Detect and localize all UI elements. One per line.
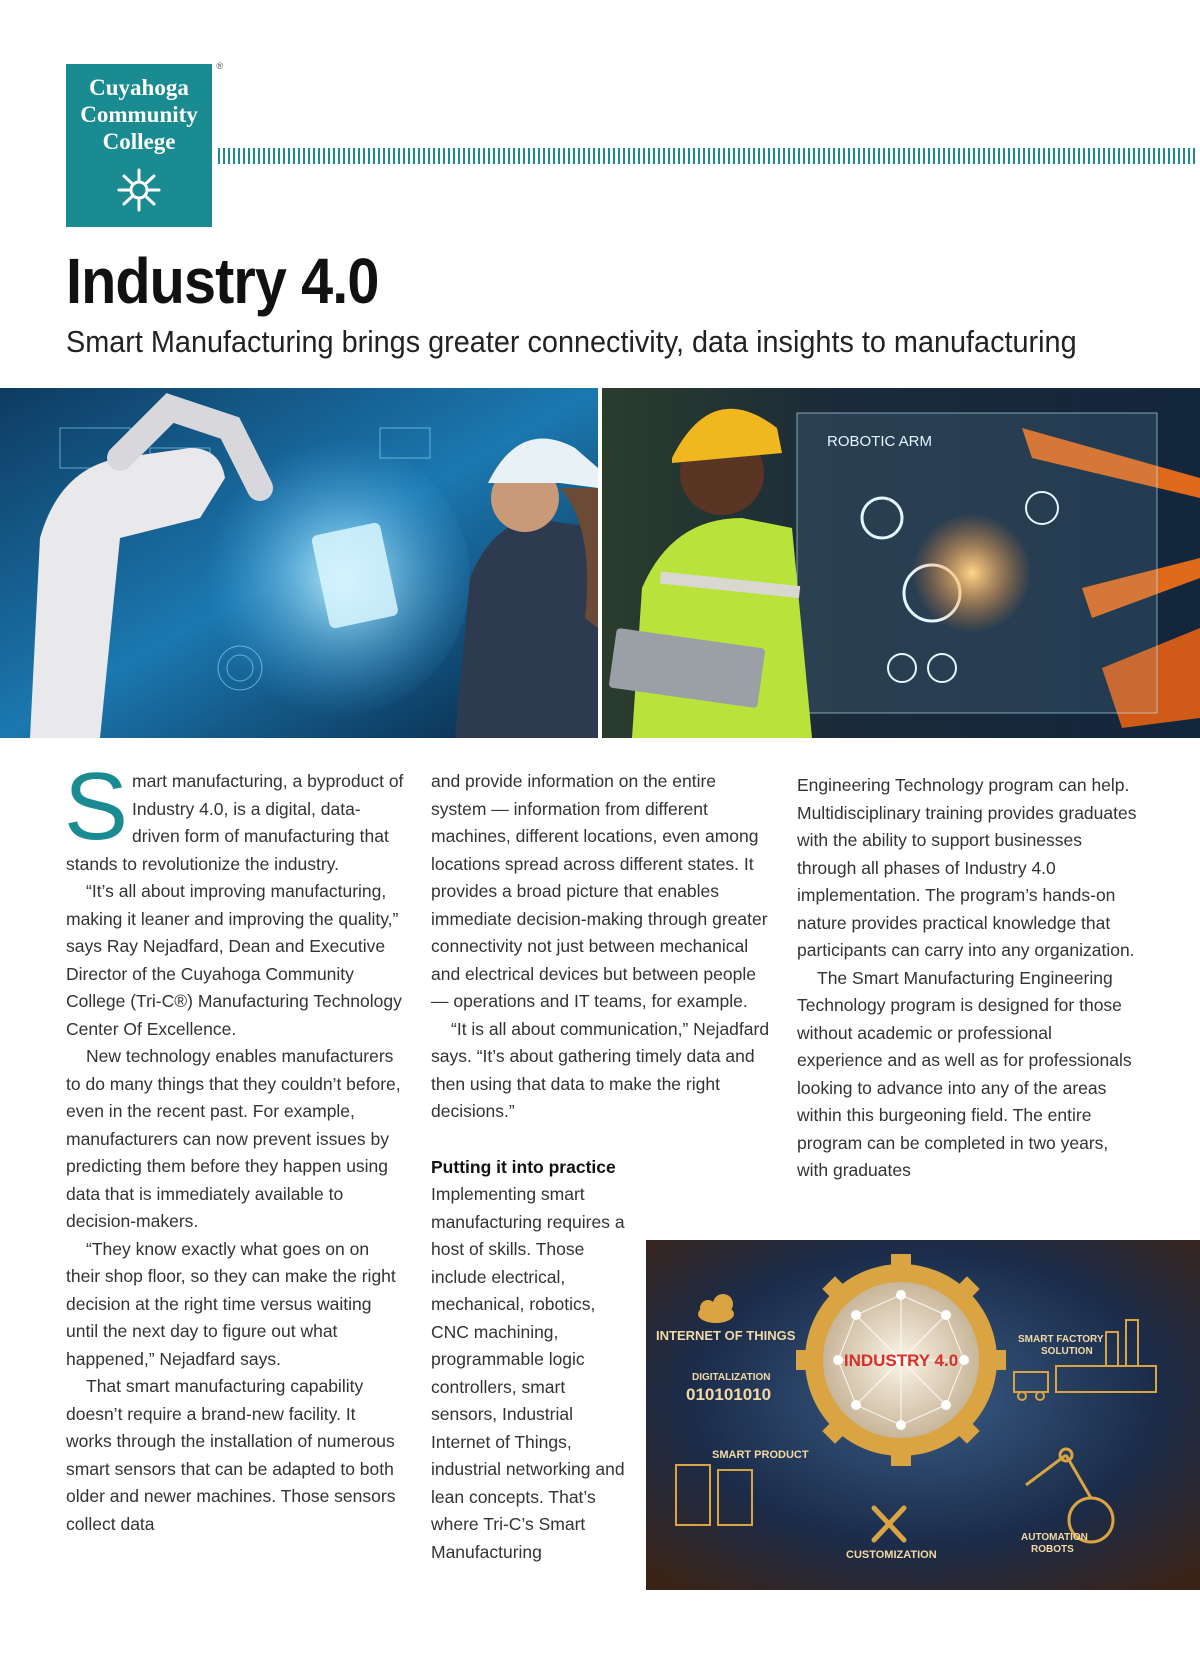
paragraph-3: New technology enables manufacturers to do many things that they couldn’t before, even in the recent past. For example, manufacturers can now prevent issues by predicting them before they happen using data that is immediately available to decision-makers.	[66, 1046, 401, 1231]
automation-label-1: AUTOMATION	[1021, 1532, 1088, 1543]
binary-label: 010101010	[686, 1385, 772, 1404]
paragraph-7: “It is all about communication,” Nejadfard says. “It’s about gathering timely data and then using that data to make the right decisions.”	[431, 1018, 770, 1121]
customization-label: CUSTOMIZATION	[846, 1549, 937, 1561]
starburst-icon	[111, 167, 167, 213]
article-column-1	[64, 753, 406, 1538]
page-subtitle: Smart Manufacturing brings greater connectivity, data insights to manufacturing	[66, 324, 1077, 359]
college-logo	[66, 61, 223, 227]
smart-product-label: SMART PRODUCT	[712, 1449, 809, 1461]
industry-4-center-label: INDUSTRY 4.0	[843, 1351, 959, 1370]
smart-factory-label-1: SMART FACTORY	[1018, 1334, 1104, 1345]
decorative-stripe	[218, 148, 1198, 164]
paragraph-1-text: mart manufacturing, a byproduct of Industry 4.0, is a digital, data-driven form of manufacturing that stands to revolutionize the industry.	[66, 771, 404, 874]
logo-line-1: Cuyahoga	[89, 75, 189, 100]
logo-line-2: Community	[80, 102, 198, 127]
hero-image-robot-arm	[0, 388, 598, 738]
paragraph-10: The Smart Manufacturing Engineering Technology program is designed for those without academic or professional experience and as well as for professionals looking to advance into any of the areas within this burgeoning field. The entire program can be completed in two years, with graduates	[797, 967, 1132, 1180]
industry-4-infographic	[646, 1240, 1200, 1590]
registered-mark: ®	[216, 61, 223, 71]
paragraph-9: Engineering Technology program can help. Multidisciplinary training provides graduates with the ability to support businesses through all phases of Industry 4.0 implementation. The program’s hands-on nature provides practical knowledge that participants can carry into any organization.	[797, 775, 1137, 960]
logo-line-3: College	[102, 129, 176, 154]
smart-factory-label-2: SOLUTION	[1041, 1346, 1093, 1357]
logo-wordmark	[66, 64, 212, 155]
paragraph-6: and provide information on the entire system — information from different machines, different locations, even among locations spread across different states. It provides a broad picture that enables immediate decision-making through greater connectivity not just between mechanical and electrical devices but between people — operations and IT teams, for example.	[431, 771, 768, 1011]
robotic-arm-label: ROBOTIC ARM	[827, 433, 933, 450]
paragraph-8: Implementing smart manufacturing requires a host of skills. Those include electrical, mechanical, robotics, CNC machining, programmable logic controllers, smart sensors, Industrial Internet of Things, industrial networking and lean concepts. That’s where Tri-C’s Smart Manufacturing	[431, 1184, 625, 1562]
paragraph-4: “They know exactly what goes on on their shop floor, so they can make the right decision at the right time versus waiting until the next day to figure out what happened,” Nejadfard says.	[66, 1238, 396, 1369]
automation-label-2: ROBOTS	[1031, 1544, 1074, 1555]
section-spacer	[431, 1126, 771, 1154]
page-title: Industry 4.0	[66, 245, 379, 317]
article-column-3	[797, 772, 1142, 1185]
digitalization-label: DIGITALIZATION	[692, 1372, 771, 1383]
section-heading: Putting it into practice	[431, 1156, 616, 1177]
iot-label: INTERNET OF THINGS	[656, 1328, 796, 1343]
paragraph-5: That smart manufacturing capability doesn’t require a brand-new facility. It works through the installation of numerous smart sensors that can be adapted to both older and newer machines. Those sensors collect data	[66, 1376, 396, 1534]
hero-image-worker-dashboard	[602, 388, 1200, 738]
paragraph-2: “It’s all about improving manufacturing, making it leaner and improving the quality,” says Ray Nejadfard, Dean and Executive Director of the Cuyahoga Community College (Tri-C®) Manufacturing Technology Center Of Excellence.	[66, 881, 402, 1039]
paragraph-1	[64, 753, 406, 878]
drop-cap: S	[64, 753, 129, 860]
